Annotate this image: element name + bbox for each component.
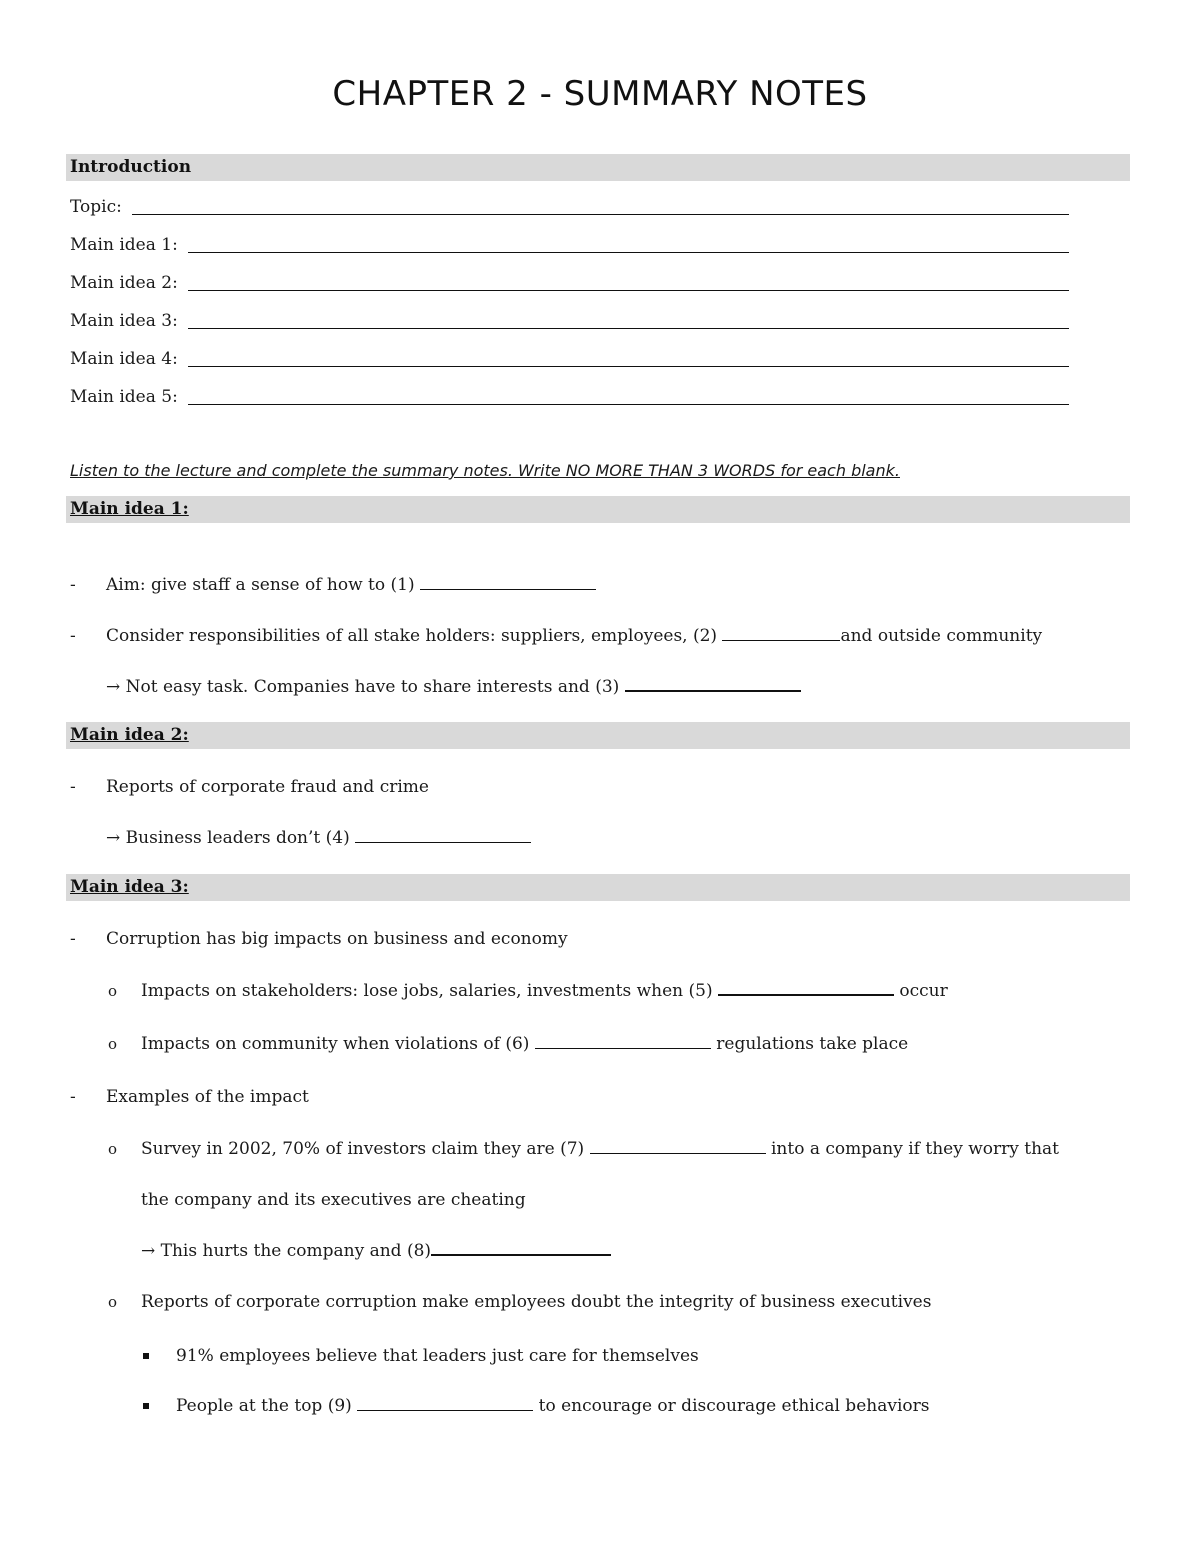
main-idea-5-label: Main idea 5: bbox=[70, 387, 178, 407]
idea1-bullet-1: Aim: give staff a sense of how to (1) bbox=[106, 574, 596, 596]
circle-bullet: o bbox=[108, 1035, 118, 1053]
main-idea-4-label: Main idea 4: bbox=[70, 349, 178, 369]
instruction-text: Listen to the lecture and complete the summary notes. Write NO MORE THAN 3 WORDS for each blank. bbox=[70, 461, 900, 480]
idea2-bullet-1: Reports of corporate fraud and crime bbox=[106, 777, 429, 797]
intro-heading-band bbox=[66, 154, 1130, 181]
blank-2[interactable] bbox=[722, 626, 840, 641]
main-idea-3-field[interactable] bbox=[188, 328, 1069, 329]
idea3-sub-3: Survey in 2002, 70% of investors claim they are (7) into a company if they worry that bbox=[141, 1139, 1060, 1159]
blank-5[interactable] bbox=[718, 980, 894, 996]
square-bullet-icon bbox=[143, 1353, 149, 1359]
blank-1[interactable] bbox=[420, 575, 596, 590]
idea1-bullet-2: Consider responsibilities of all stake holders: suppliers, employees, (2) and outside community bbox=[106, 626, 1043, 646]
idea3-sub-1: Impacts on stakeholders: lose jobs, salaries, investments when (5) occur bbox=[141, 981, 948, 1001]
square-bullet-icon bbox=[143, 1403, 149, 1409]
idea2-arrow-line: → Business leaders don’t (4) bbox=[106, 827, 531, 849]
main-idea-2-heading: Main idea 2: bbox=[70, 725, 189, 745]
blank-7[interactable] bbox=[590, 1139, 766, 1154]
topic-field[interactable] bbox=[132, 214, 1069, 215]
blank-9[interactable] bbox=[357, 1396, 533, 1411]
idea3-bullet-1: Corruption has big impacts on business and economy bbox=[106, 929, 568, 949]
main-idea-3-heading: Main idea 3: bbox=[70, 877, 189, 897]
main-idea-5-field[interactable] bbox=[188, 404, 1069, 405]
idea3-tertiary-1: 91% employees believe that leaders just care for themselves bbox=[176, 1346, 699, 1366]
circle-bullet: o bbox=[108, 982, 118, 1000]
dash-bullet: - bbox=[70, 929, 76, 949]
topic-label: Topic: bbox=[70, 197, 122, 217]
main-idea-1-label: Main idea 1: bbox=[70, 235, 178, 255]
blank-8[interactable] bbox=[431, 1240, 611, 1256]
dash-bullet: - bbox=[70, 575, 76, 595]
intro-heading: Introduction bbox=[70, 157, 192, 177]
idea1-arrow-line: → Not easy task. Companies have to share interests and (3) bbox=[106, 676, 801, 698]
main-idea-2-field[interactable] bbox=[188, 290, 1069, 291]
circle-bullet: o bbox=[108, 1140, 118, 1158]
main-idea-1-band bbox=[66, 496, 1130, 523]
page-title: CHAPTER 2 - SUMMARY NOTES bbox=[332, 74, 868, 114]
main-idea-4-field[interactable] bbox=[188, 366, 1069, 367]
main-idea-1-field[interactable] bbox=[188, 252, 1069, 253]
idea3-sub-4: Reports of corporate corruption make employees doubt the integrity of business executives bbox=[141, 1292, 932, 1312]
main-idea-3-band bbox=[66, 874, 1130, 901]
idea3-tertiary-2: People at the top (9) to encourage or discourage ethical behaviors bbox=[176, 1396, 930, 1416]
blank-6[interactable] bbox=[535, 1034, 711, 1049]
main-idea-3-label: Main idea 3: bbox=[70, 311, 178, 331]
idea3-bullet-2: Examples of the impact bbox=[106, 1087, 309, 1107]
dash-bullet: - bbox=[70, 626, 76, 646]
idea3-sub-2: Impacts on community when violations of (6) regulations take place bbox=[141, 1034, 909, 1054]
dash-bullet: - bbox=[70, 777, 76, 797]
main-idea-2-label: Main idea 2: bbox=[70, 273, 178, 293]
circle-bullet: o bbox=[108, 1293, 118, 1311]
main-idea-2-band bbox=[66, 722, 1130, 749]
dash-bullet: - bbox=[70, 1087, 76, 1107]
main-idea-1-heading: Main idea 1: bbox=[70, 499, 189, 519]
idea3-arrow-line: → This hurts the company and (8) bbox=[141, 1240, 611, 1262]
idea3-sub-3-continued: the company and its executives are cheating bbox=[141, 1190, 526, 1210]
blank-3[interactable] bbox=[625, 676, 801, 692]
blank-4[interactable] bbox=[355, 828, 531, 843]
